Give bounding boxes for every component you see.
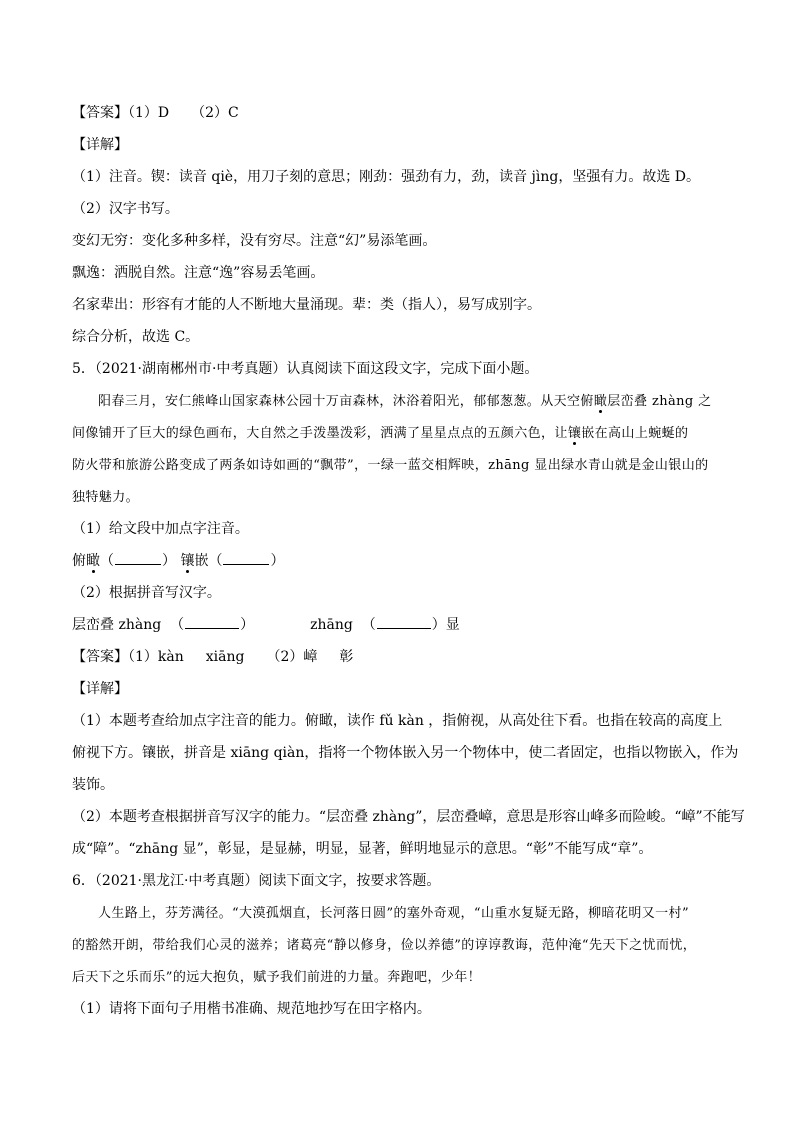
answer-blank[interactable] <box>185 616 239 629</box>
q4-detail-2: （2）汉字书写。 <box>72 201 179 217</box>
q6-passage-line-2: 的豁然开朗，带给我们心灵的滋养；诸葛亮“静以修身，俭以养德”的谆谆教诲，范仲淹“先天下之忧而忧， <box>72 938 697 953</box>
q5-detail-1: （1）本题考查给加点字注音的能力。俯瞰，读作 fǔ kàn ，指俯视，从高处往下看。也指在较高的高度上 <box>72 713 723 729</box>
answer-part-1: （1）D <box>128 105 170 121</box>
q4-detail-4: 飘逸：洒脱自然。注意“逸”容易丢笔画。 <box>72 265 325 281</box>
q5-passage-line-2: 间像铺开了巨大的绿色画布，大自然之手泼墨泼彩，洒满了星星点点的五颜六色，让镶嵌在高山上蜿蜒的 <box>72 426 689 441</box>
q6-passage-line-1: 人生路上，芬芳满径。“大漠孤烟直，长河落日圆”的塞外奇观，“山重水复疑无路，柳暗花明又一村” <box>98 906 689 921</box>
q4-detail-label: 【详解】 <box>72 137 128 153</box>
q5-detail-label: 【详解】 <box>72 681 128 697</box>
q5-sub2: （2）根据拼音写汉字。 <box>72 585 221 601</box>
q4-detail-6: 综合分析，故选 C。 <box>72 329 200 345</box>
q6-sub1: （1）请将下面句子用楷书准确、规范地抄写在田字格内。 <box>72 1001 431 1017</box>
answer-part-2: （2）C <box>191 105 239 121</box>
answer-blank[interactable] <box>377 616 431 629</box>
q5-sub1-blanks: 俯瞰（ ） 镶嵌（ ） <box>72 553 285 569</box>
q5-detail-2: 俯视下方。镶嵌，拼音是 xiāng qiàn，指将一个物体嵌入另一个物体中，使二者固定，也指以物嵌入，作为 <box>72 745 739 761</box>
q6-title: 6．（2021·黑龙江·中考真题）阅读下面文字，按要求答题。 <box>72 873 441 889</box>
answer-blank[interactable] <box>223 552 269 565</box>
q5-detail-5: 成“障”。“zhāng 显”，彰显，是显赫，明显，显著，鲜明地显示的意思。“彰”不能写成“章”。 <box>72 841 653 857</box>
q4-detail-3: 变幻无穷：变化多种多样，没有穷尽。注意“幻”易添笔画。 <box>72 233 437 249</box>
dotted-char: 瞰 <box>593 394 608 409</box>
q4-answer-line <box>72 102 239 122</box>
q5-title: 5．（2021·湖南郴州市·中考真题）认真阅读下面这段文字，完成下面小题。 <box>72 361 539 377</box>
q4-detail-1: （1）注音。锲：读音 qiè，用刀子刻的意思；刚劲：强劲有力，劲，读音 jìng，坚强有力。故选 D。 <box>72 169 701 185</box>
dotted-char: 镶 <box>567 426 582 441</box>
q5-detail-4: （2）本题考查根据拼音写汉字的能力。“层峦叠 zhàng”，层峦叠嶂，意思是形容山峰多而险峻。“嶂”不能写 <box>72 809 745 825</box>
q4-detail-5: 名家辈出：形容有才能的人不断地大量涌现。辈：类（指人），易写成别字。 <box>72 297 541 313</box>
q5-answer-line: 【答案】（1）kàn xiāng （2）嶂 彰 <box>72 649 354 665</box>
q5-passage-line-4: 独特魅力。 <box>72 490 140 505</box>
q5-sub1: （1）给文段中加点字注音。 <box>72 521 249 537</box>
q5-passage-line-3: 防火带和旅游公路变成了两条如诗如画的“飘带”，一绿一蓝交相辉映，zhāng 显出绿水青山就是金山银山的 <box>72 458 709 473</box>
answer-label: 【答案】 <box>72 105 128 121</box>
q5-passage-line-1: 阳春三月，安仁熊峰山国家森林公园十万亩森林，沐浴着阳光，郁郁葱葱。从天空俯瞰层峦叠 zhàng 之 <box>98 394 712 409</box>
q6-passage-line-3: 后天下之乐而乐”的远大抱负，赋予我们前进的力量。奔跑吧，少年！ <box>72 970 482 985</box>
answer-blank[interactable] <box>115 552 161 565</box>
q5-sub2-blanks: 层峦叠 zhàng （ ） zhāng （ ）显 <box>72 617 460 633</box>
q5-detail-3: 装饰。 <box>72 777 114 793</box>
